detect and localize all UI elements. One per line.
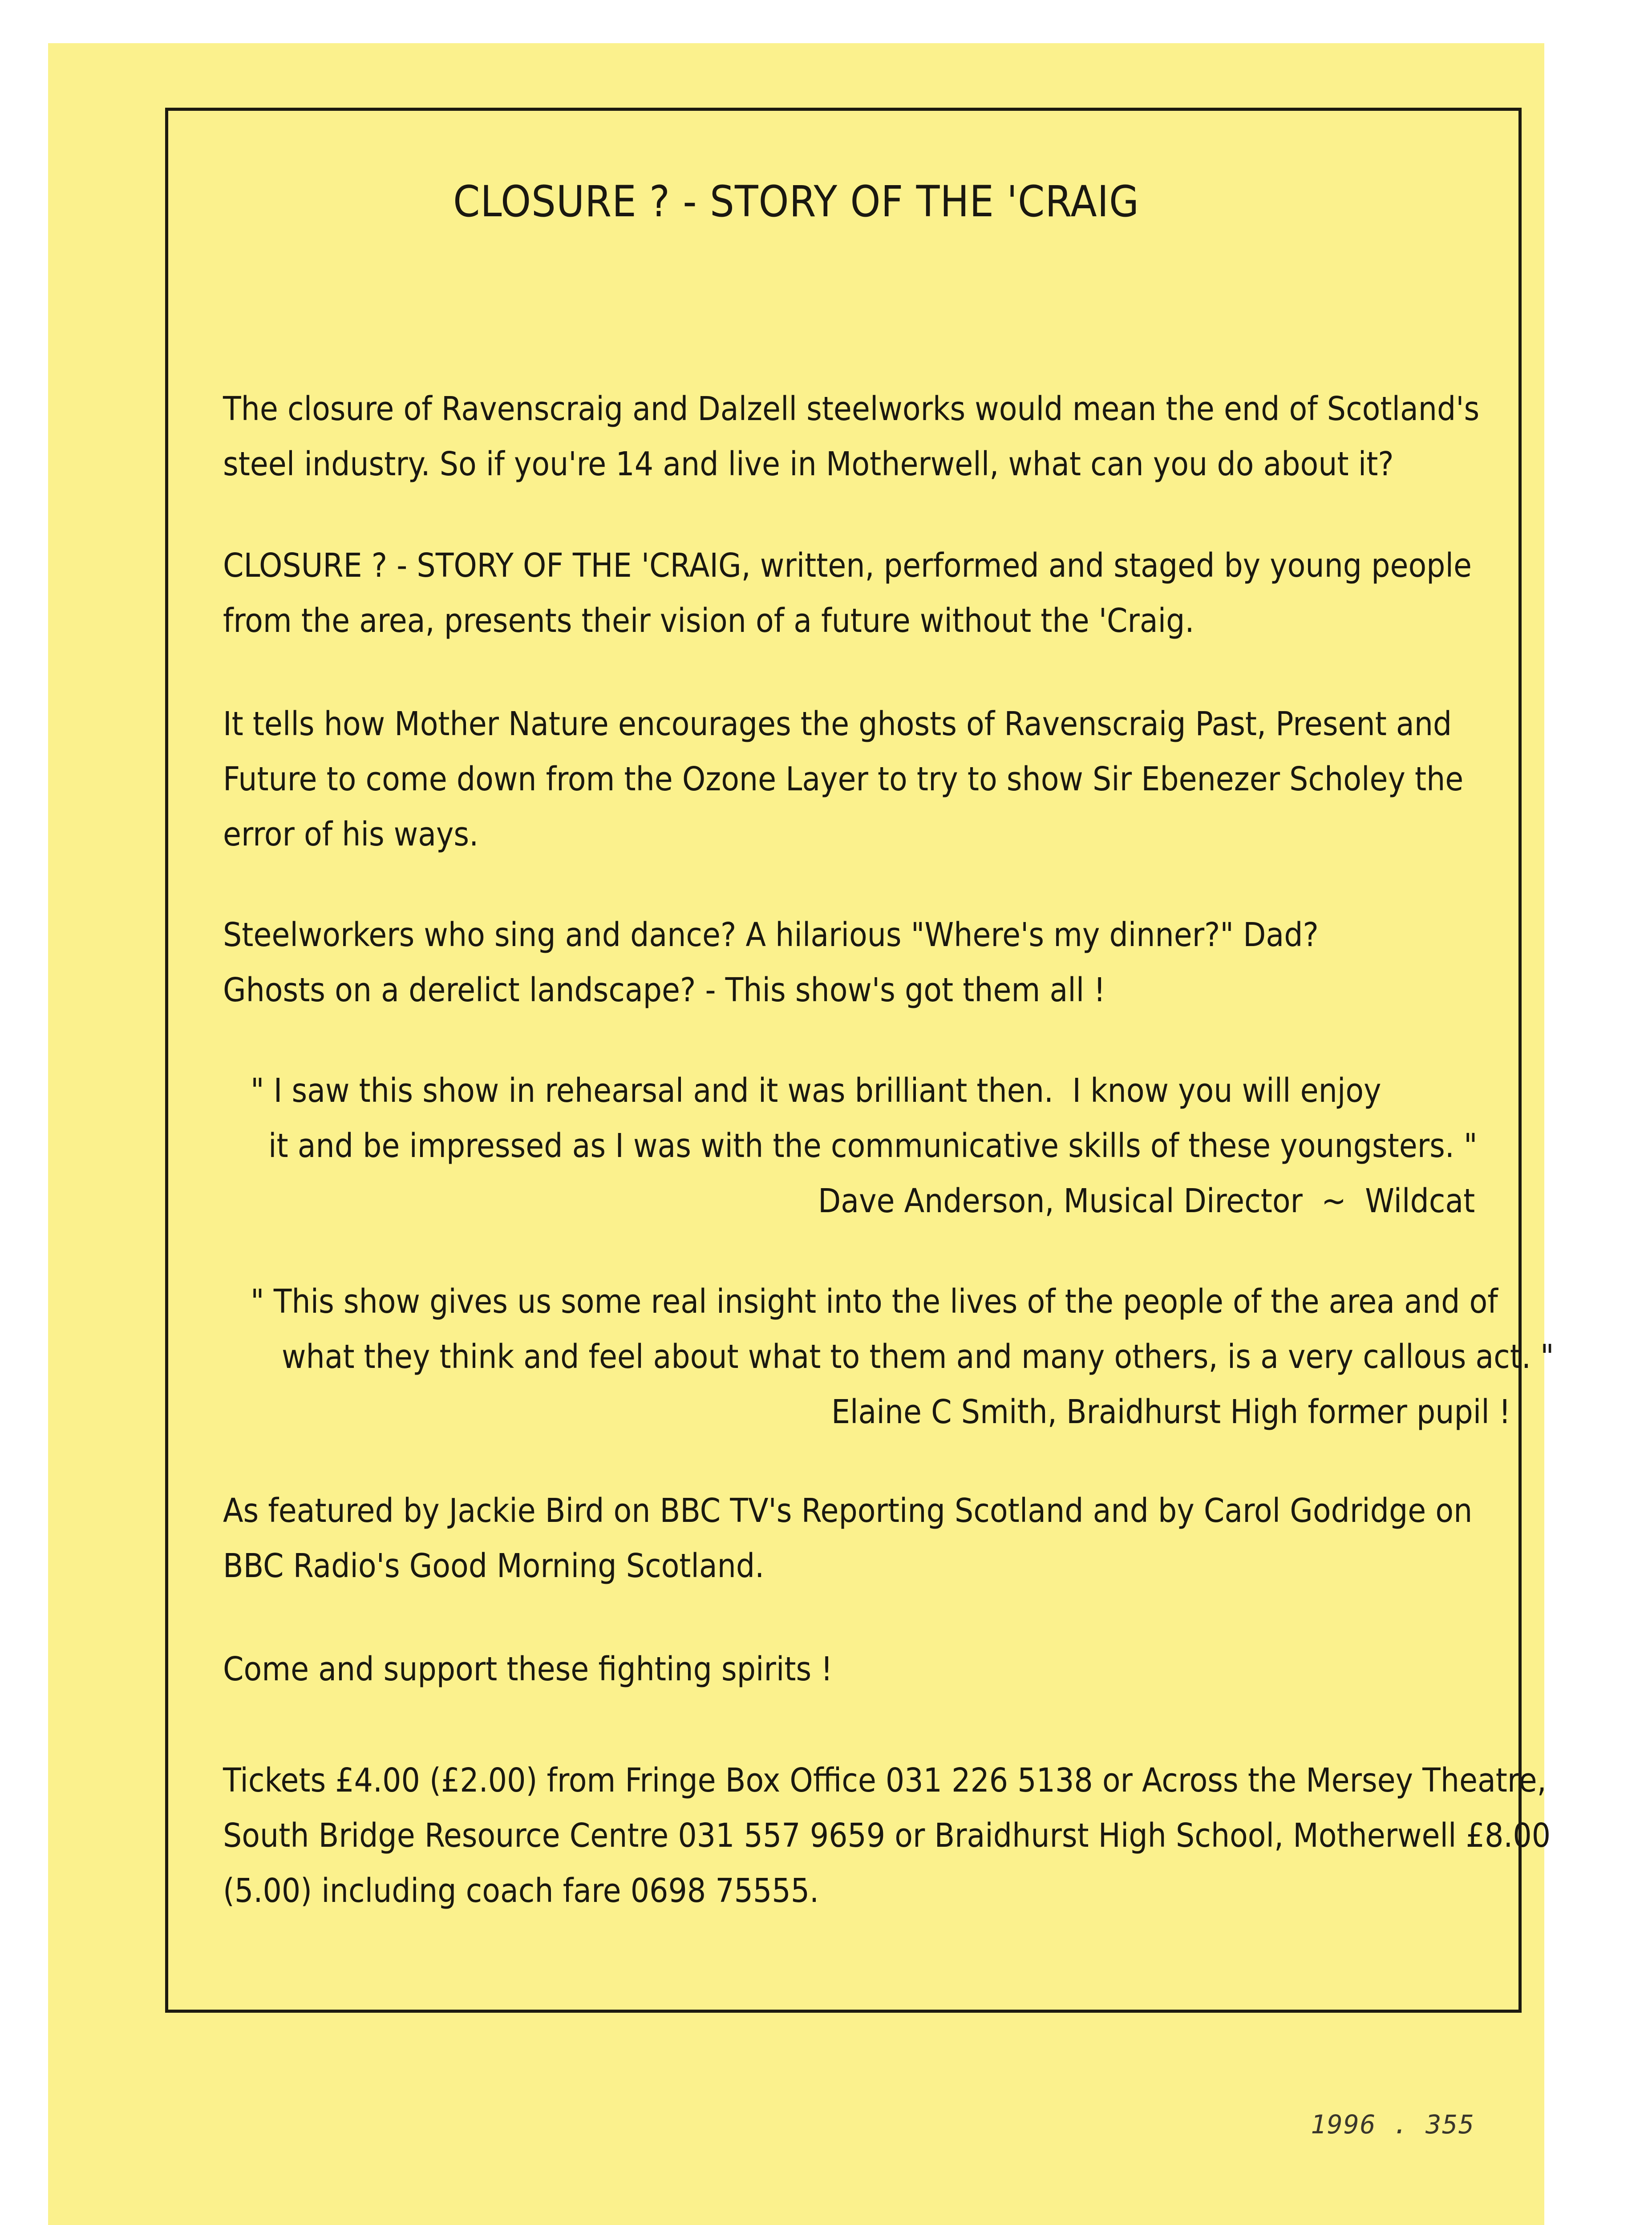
featured-paragraph: As featured by Jackie Bird on BBC TV's Reporting Scotland and by Carol Godridge on BBC Radio's Good Morning Scotland. — [223, 1492, 1473, 1585]
quote-line: " This show gives us some real insight into the lives of the people of the area and of — [251, 1282, 1498, 1321]
flyer-sheet — [48, 43, 1554, 2225]
intro-paragraph: The closure of Ravenscraig and Dalzell steelworks would mean the end of Scotland's steel industry. So if you're 14 and live in Motherwell, what can you do about it? — [223, 390, 1480, 483]
quote-attribution: Dave Anderson, Musical Director ~ Wildcat — [818, 1182, 1475, 1220]
quote-attribution: Elaine C Smith, Braidhurst High former pupil ! — [831, 1393, 1511, 1431]
accession-number: 1996 . 355 — [1311, 2109, 1475, 2140]
page-title: CLOSURE ? - STORY OF THE 'CRAIG — [453, 177, 1139, 227]
tickets-paragraph: Tickets £4.00 (£2.00) from Fringe Box Office 031 226 5138 or Across the Mersey Theatre, South Bridge Resource Centre 031 557 9659 or Braidhurst High School, Motherwell £8.00 (5.00) including coach fare 0698 75555. — [223, 1761, 1551, 1910]
quote-line: " I saw this show in rehearsal and it was brilliant then. I know you will enjoy — [251, 1072, 1381, 1110]
vision-paragraph: CLOSURE ? - STORY OF THE 'CRAIG, written, performed and staged by young people from the area, presents their vision of a future without the 'Craig. — [223, 546, 1472, 640]
quote-line: what they think and feel about what to them and many others, is a very callous act. " — [282, 1338, 1554, 1376]
teaser-paragraph: Steelworkers who sing and dance? A hilarious "Where's my dinner?" Dad? Ghosts on a derelict landscape? - This show's got them all ! — [223, 916, 1319, 1009]
quote-line: it and be impressed as I was with the communicative skills of these youngsters. " — [268, 1127, 1478, 1165]
support-line: Come and support these fighting spirits ! — [223, 1650, 833, 1688]
plot-paragraph: It tells how Mother Nature encourages the ghosts of Ravenscraig Past, Present and Future to come down from the Ozone Layer to try to show Sir Ebenezer Scholey the error of his ways. — [223, 705, 1464, 854]
